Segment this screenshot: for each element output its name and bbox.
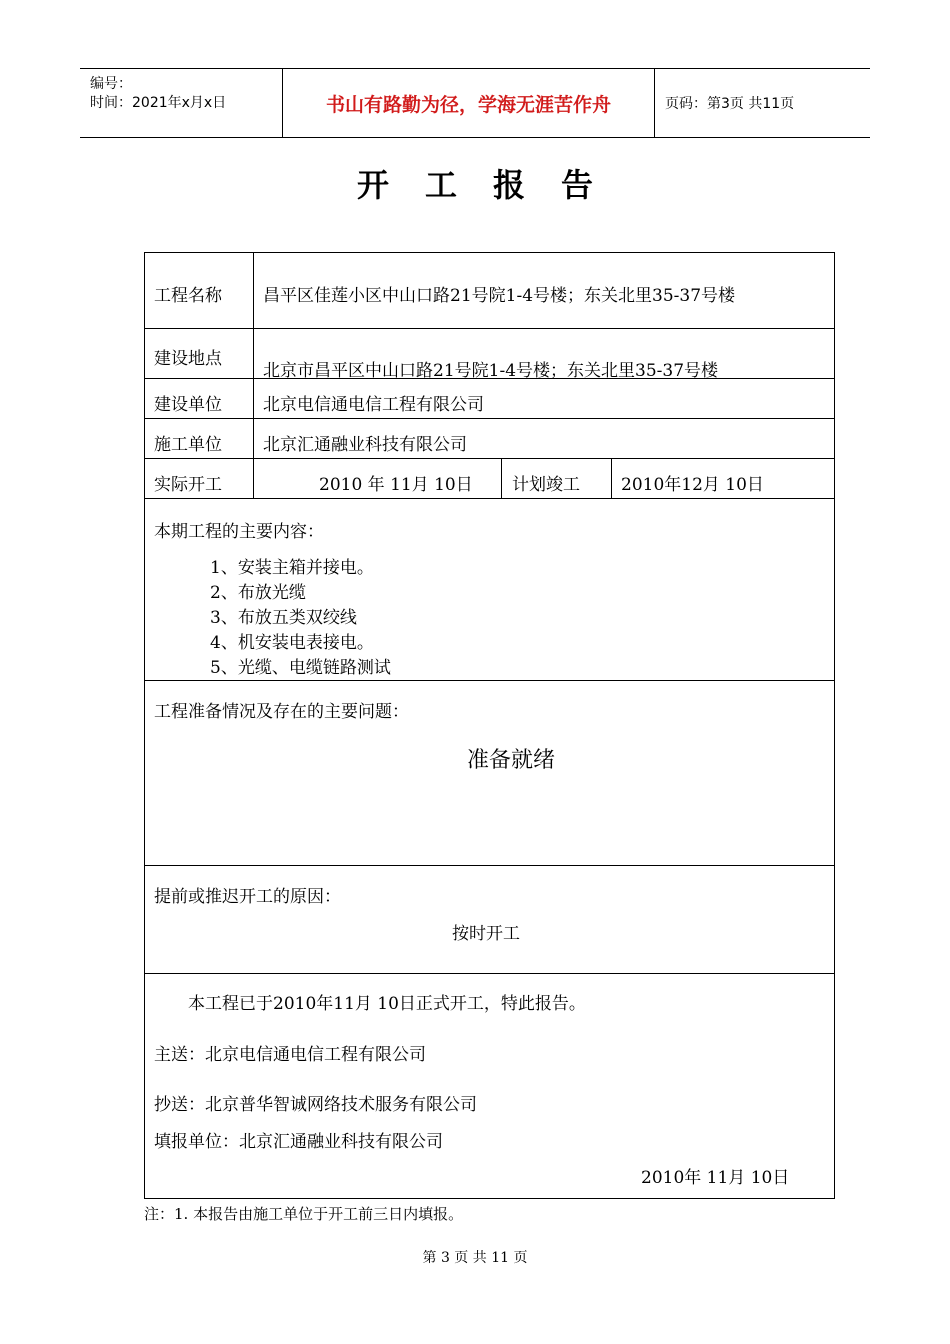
main-send: 主送：北京电信通电信工程有限公司 <box>154 1045 426 1065</box>
statement: 本工程已于2010年11月 10日正式开工，特此报告。 <box>188 994 586 1014</box>
row-divider <box>145 865 834 866</box>
row-divider <box>145 418 834 419</box>
column-divider <box>253 253 254 498</box>
copy-send: 抄送：北京普华智诚网络技术服务有限公司 <box>154 1095 477 1115</box>
prep-label: 工程准备情况及存在的主要问题： <box>154 702 409 722</box>
planned-end-value: 2010年12月 10日 <box>621 475 764 495</box>
reason-label: 提前或推迟开工的原因： <box>154 887 341 907</box>
project-name-value: 昌平区佳莲小区中山口路21号院1-4号楼；东关北里35-37号楼 <box>263 286 736 306</box>
list-item: 3、布放五类双绞线 <box>210 608 357 628</box>
row-divider <box>145 973 834 974</box>
planned-end-label: 计划竣工 <box>512 475 580 495</box>
list-item: 4、机安装电表接电。 <box>210 633 374 653</box>
report-date: 2010年 11月 10日 <box>641 1168 790 1188</box>
header-center-cell <box>283 69 655 137</box>
site-value: 北京市昌平区中山口路21号院1-4号楼；东关北里35-37号楼 <box>263 361 719 381</box>
list-item: 2、布放光缆 <box>210 583 306 603</box>
number-label: 编号： <box>90 76 132 92</box>
owner-label: 建设单位 <box>154 395 222 415</box>
motto: 书山有路勤为径，学海无涯苦作舟 <box>325 93 611 116</box>
row-divider <box>145 458 834 459</box>
actual-start-label: 实际开工 <box>154 475 222 495</box>
filer: 填报单位：北京汇通融业科技有限公司 <box>154 1132 443 1152</box>
owner-value: 北京电信通电信工程有限公司 <box>263 395 484 415</box>
site-label: 建设地点 <box>154 349 222 369</box>
actual-start-value: 2010 年 11月 10日 <box>319 475 473 495</box>
prep-value: 准备就绪 <box>467 748 556 773</box>
list-item: 1、安装主箱并接电。 <box>210 558 374 578</box>
contractor-value: 北京汇通融业科技有限公司 <box>263 435 467 455</box>
list-item: 5、光缆、电缆链路测试 <box>210 658 391 678</box>
column-divider <box>611 458 612 498</box>
row-divider <box>145 328 834 329</box>
reason-value: 按时开工 <box>452 924 520 944</box>
page-footer: 第 3 页 共 11 页 <box>422 1250 528 1266</box>
column-divider <box>501 458 502 498</box>
page-number: 页码：第3页 共11页 <box>665 96 795 112</box>
footnote: 注：1. 本报告由施工单位于开工前三日内填报。 <box>144 1205 464 1223</box>
contractor-label: 施工单位 <box>154 435 222 455</box>
time-label: 时间：2021年x月x日 <box>90 95 227 111</box>
page-title: 开工报告 <box>356 166 629 204</box>
header-right-cell <box>655 69 870 137</box>
header-left-cell <box>80 69 283 137</box>
row-divider <box>145 498 834 499</box>
report-form <box>144 252 835 1199</box>
project-name-label: 工程名称 <box>154 286 222 306</box>
page-header <box>80 68 870 138</box>
row-divider <box>145 680 834 681</box>
main-content-label: 本期工程的主要内容： <box>154 522 324 542</box>
